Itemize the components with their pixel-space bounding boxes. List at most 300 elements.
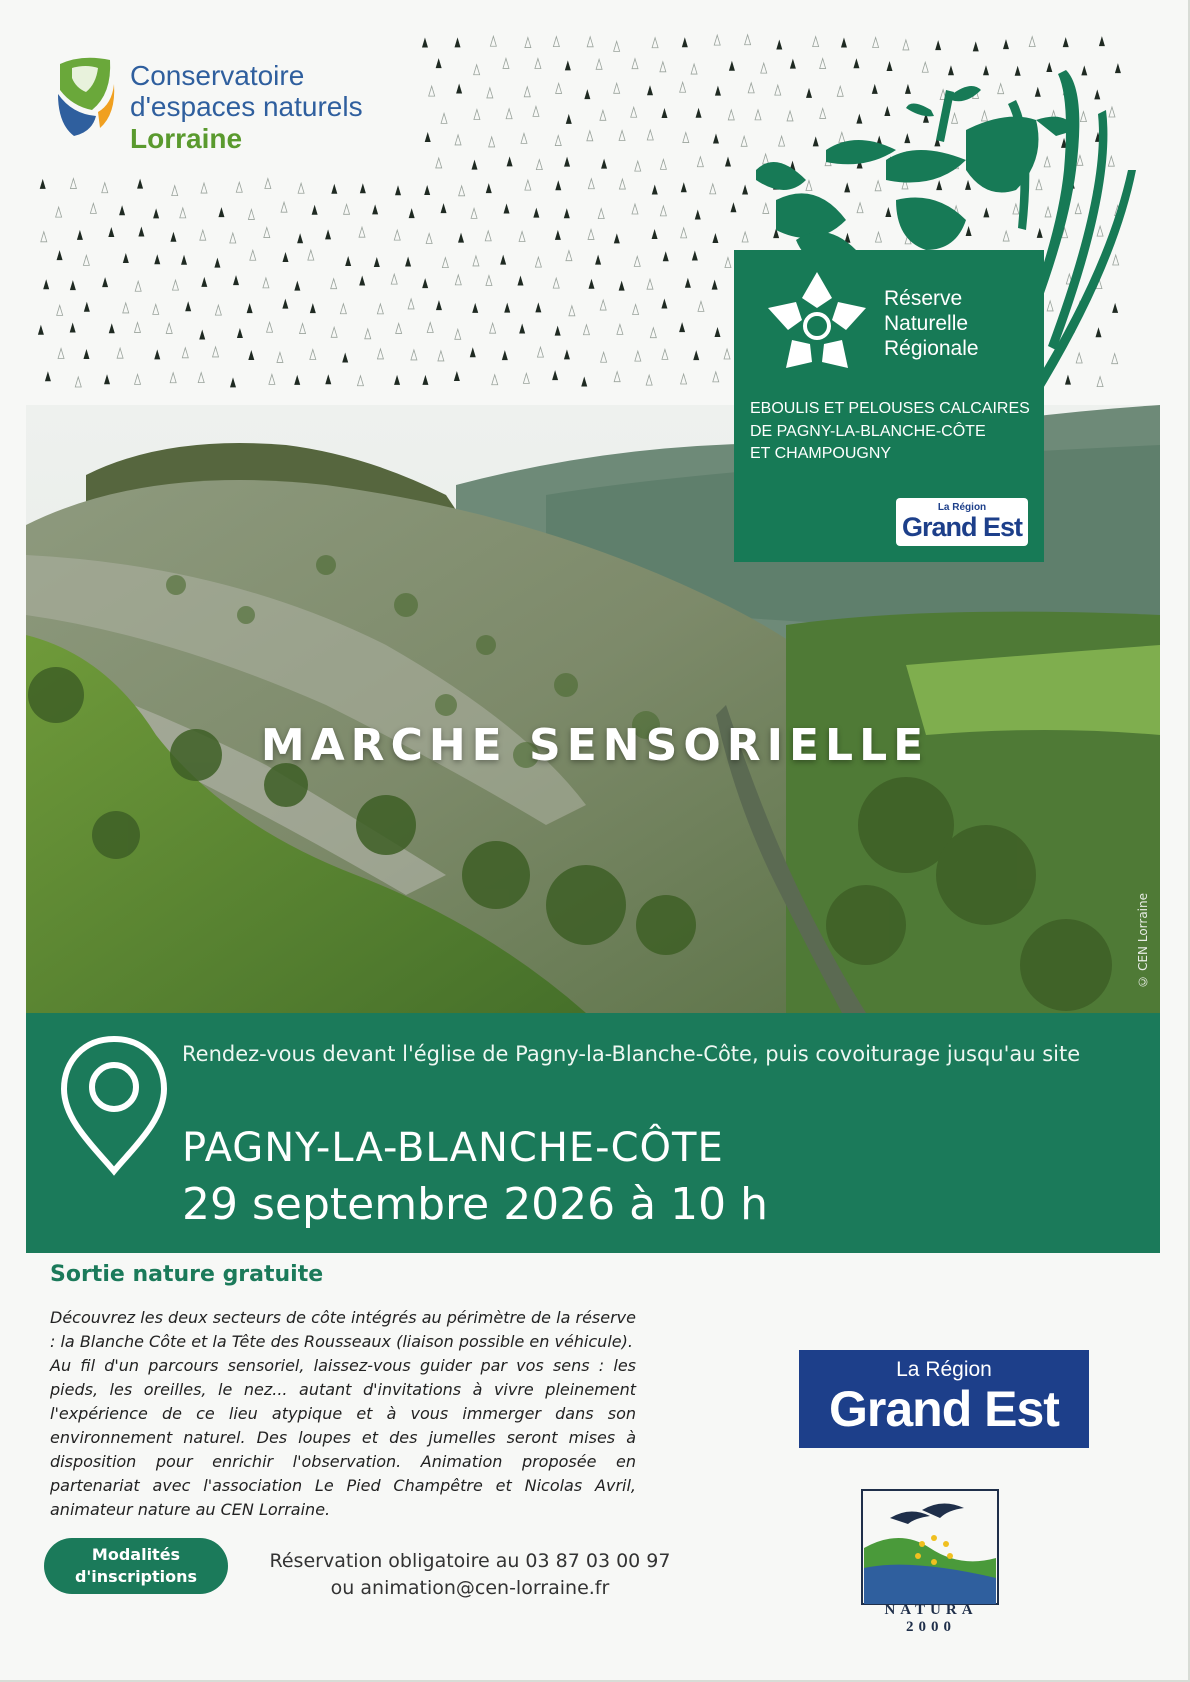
grand-est-badge — [896, 498, 1028, 546]
decorative-dot — [633, 305, 639, 315]
decorative-dot — [294, 281, 300, 291]
decorative-dot — [533, 208, 539, 218]
reserve-panel — [734, 250, 1044, 562]
decorative-dot — [725, 156, 731, 166]
natura-2000-label: NATURA 2000 — [884, 1602, 978, 1635]
decorative-dot — [472, 160, 478, 170]
decorative-dot — [201, 183, 207, 193]
decorative-dot — [198, 373, 204, 383]
decorative-dot — [153, 304, 159, 314]
decorative-dot — [492, 375, 498, 385]
decorative-dot — [583, 325, 589, 335]
decorative-dot — [391, 274, 397, 284]
decorative-dot — [395, 185, 401, 195]
decorative-dot — [360, 183, 366, 193]
grand-est-logo-small: La Région — [896, 1358, 992, 1381]
decorative-dot — [422, 278, 428, 288]
decorative-dot — [427, 322, 433, 332]
decorative-dot — [566, 251, 572, 261]
decorative-dot — [535, 257, 541, 267]
decorative-dot — [248, 209, 254, 219]
decorative-dot — [647, 130, 653, 140]
decorative-dot — [344, 204, 350, 214]
decorative-dot — [647, 85, 653, 95]
decorative-dot — [553, 278, 559, 288]
decorative-dot — [425, 132, 431, 142]
decorative-dot — [584, 89, 590, 99]
decorative-dot — [681, 374, 687, 384]
decorative-dot — [408, 299, 414, 309]
decorative-dot — [424, 185, 430, 195]
decorative-dot — [600, 300, 606, 310]
decorative-dot — [776, 39, 782, 49]
decorative-dot — [454, 371, 460, 381]
decorative-dot — [650, 328, 656, 338]
decorative-dot — [601, 159, 607, 169]
decorative-dot — [1063, 37, 1069, 47]
decorative-dot — [660, 62, 666, 72]
decorative-dot — [83, 349, 89, 359]
decorative-dot — [487, 88, 493, 98]
decorative-dot — [661, 299, 667, 309]
decorative-dot — [660, 206, 666, 216]
grand-est-logo — [799, 1350, 1089, 1448]
decorative-dot — [170, 232, 176, 242]
decorative-dot — [600, 110, 606, 120]
decorative-dot — [564, 208, 570, 218]
decorative-dot — [472, 303, 478, 313]
decorative-dot — [214, 258, 220, 268]
decorative-dot — [553, 37, 559, 47]
grand-est-badge-big: Grand Est — [901, 512, 1023, 542]
decorative-dot — [569, 306, 575, 316]
decorative-dot — [200, 230, 206, 240]
decorative-dot — [394, 375, 400, 385]
decorative-dot — [135, 374, 141, 384]
decorative-dot — [308, 250, 314, 260]
decorative-dot — [374, 257, 380, 267]
decorative-dot — [598, 209, 604, 219]
decorative-dot — [438, 351, 444, 361]
decorative-dot — [471, 208, 477, 218]
decorative-dot — [342, 353, 348, 363]
decorative-dot — [172, 280, 178, 290]
decorative-dot — [725, 258, 731, 268]
decorative-dot — [77, 230, 83, 240]
decorative-dot — [1029, 37, 1035, 47]
decorative-dot — [43, 279, 49, 289]
decorative-dot — [588, 229, 594, 239]
decorative-dot — [486, 183, 492, 193]
decorative-dot — [596, 59, 602, 69]
decorative-dot — [587, 37, 593, 47]
decorative-dot — [691, 64, 697, 74]
decorative-dot — [458, 233, 464, 243]
decorative-dot — [429, 86, 435, 96]
decorative-dot — [1003, 39, 1009, 49]
decorative-dot — [473, 256, 479, 266]
reserve-site-name — [750, 398, 1040, 466]
decorative-dot — [154, 349, 160, 359]
decorative-dot — [614, 41, 620, 51]
decorative-dot — [588, 279, 594, 289]
reserve-name — [884, 286, 979, 362]
event-title: MARCHE SENSORIELLE — [260, 720, 930, 771]
decorative-dot — [172, 186, 178, 196]
decorative-dot — [632, 204, 638, 214]
decorative-dot — [552, 370, 558, 380]
decorative-dot — [277, 352, 283, 362]
decorative-dot — [1099, 36, 1105, 46]
decorative-dot — [535, 59, 541, 69]
registration-button-line1: Modalités — [91, 1544, 181, 1564]
decorative-dot — [873, 38, 879, 48]
reserve-site-line3: ET CHAMPOUGNY — [750, 445, 892, 463]
decorative-dot — [57, 250, 63, 260]
reservation-phone[interactable]: Réservation obligatoire au 03 87 03 00 97 — [269, 1550, 671, 1572]
decorative-dot — [119, 205, 125, 215]
decorative-dot — [490, 323, 496, 333]
logo-line1: Conservatoire — [130, 60, 305, 91]
decorative-dot — [422, 38, 428, 48]
decorative-dot — [619, 131, 625, 141]
decorative-dot — [269, 374, 275, 384]
decorative-dot — [70, 280, 76, 290]
decorative-dot — [298, 183, 304, 193]
decorative-dot — [635, 161, 641, 171]
decorative-dot — [267, 322, 273, 332]
decorative-dot — [83, 255, 89, 265]
decorative-dot — [555, 326, 561, 336]
reserve-name-line1: Réserve — [884, 287, 963, 310]
decorative-dot — [685, 278, 691, 288]
decorative-dot — [70, 179, 76, 189]
decorative-dot — [57, 305, 63, 315]
decorative-dot — [372, 204, 378, 214]
decorative-dot — [503, 58, 509, 68]
decorative-dot — [263, 278, 269, 288]
logo-line3: Lorraine — [130, 122, 243, 154]
decorative-dot — [109, 323, 115, 333]
decorative-dot — [564, 157, 570, 167]
decorative-dot — [58, 348, 64, 358]
decorative-dot — [502, 350, 508, 360]
decorative-dot — [536, 160, 542, 170]
decorative-dot — [294, 375, 300, 385]
decorative-dot — [405, 256, 411, 266]
decorative-dot — [696, 108, 702, 118]
grand-est-logo-big: Grand Est — [829, 1381, 1059, 1437]
decorative-dot — [564, 349, 570, 359]
decorative-dot — [281, 202, 287, 212]
decorative-dot — [38, 325, 44, 335]
decorative-dot — [340, 304, 346, 314]
decorative-dot — [841, 38, 847, 48]
decorative-dot — [436, 158, 442, 168]
reservation-email[interactable]: ou animation@cen-lorraine.fr — [330, 1576, 610, 1599]
decorative-dot — [104, 374, 110, 384]
decorative-dot — [230, 377, 236, 387]
cen-lorraine-logo — [52, 52, 412, 172]
decorative-dot — [90, 203, 96, 213]
decorative-dot — [490, 36, 496, 46]
decorative-dot — [715, 86, 721, 96]
decorative-dot — [565, 60, 571, 70]
decorative-dot — [601, 352, 607, 362]
decorative-dot — [181, 255, 187, 265]
decorative-dot — [692, 251, 698, 261]
decorative-dot — [474, 110, 480, 120]
reserve-name-line2: Naturelle — [884, 312, 969, 336]
decorative-dot — [635, 351, 641, 361]
decorative-dot — [693, 350, 699, 360]
decorative-dot — [813, 37, 819, 47]
decorative-dot — [646, 375, 652, 385]
decorative-dot — [728, 110, 734, 120]
reservation-contact — [250, 1548, 690, 1601]
decorative-dot — [230, 233, 236, 243]
logo-line2: d'espaces naturels — [130, 91, 363, 123]
decorative-dot — [485, 231, 491, 241]
decorative-dot — [331, 327, 337, 337]
decorative-dot — [587, 131, 593, 141]
decorative-dot — [652, 184, 658, 194]
decorative-dot — [102, 183, 108, 193]
decorative-dot — [312, 205, 318, 215]
decorative-dot — [903, 40, 909, 50]
decorative-dot — [282, 299, 288, 309]
decorative-dot — [663, 251, 669, 261]
decorative-dot — [683, 133, 689, 143]
description-paragraph2: Au fil d'un parcours sensoriel, laissez-vous guider par vos sens : les pieds, les oreilles, le nez... autant d'invitations à vivre pleinement l'expérience de ce lieu atypique et à vous immerger dans son environnement naturel. Des loupes et des jumelles seront mises à disposition pour enrichir l'observation. Animation proposée en partenariat avec l'association Le Pied Champêtre et Nicolas Avril, animateur nature au CEN Lorraine. — [50, 1356, 636, 1519]
decorative-dot — [504, 303, 510, 313]
decorative-dot — [134, 322, 140, 332]
reserve-site-line2: DE PAGNY-LA-BLANCHE-CÔTE — [750, 422, 986, 440]
decorative-dot — [745, 35, 751, 45]
decorative-dot — [247, 303, 253, 313]
decorative-dot — [201, 277, 207, 287]
decorative-dot — [170, 373, 176, 383]
decorative-dot — [695, 210, 701, 220]
decorative-dot — [310, 350, 316, 360]
decorative-dot — [555, 180, 561, 190]
decorative-dot — [365, 329, 371, 339]
decorative-dot — [325, 229, 331, 239]
decorative-dot — [123, 303, 129, 313]
decorative-dot — [394, 230, 400, 240]
decorative-dot — [504, 203, 510, 213]
decorative-dot — [619, 281, 625, 291]
decorative-dot — [102, 277, 108, 287]
decorative-dot — [75, 377, 81, 387]
decorative-dot — [422, 375, 428, 385]
decorative-dot — [729, 61, 735, 71]
decorative-dot — [70, 322, 76, 332]
decorative-dot — [282, 252, 288, 262]
decorative-dot — [248, 350, 254, 360]
decorative-dot — [619, 179, 625, 189]
decorative-dot — [218, 207, 224, 217]
decorative-dot — [533, 106, 539, 116]
decorative-dot — [617, 324, 623, 334]
decorative-dot — [581, 376, 587, 386]
decorative-dot — [442, 258, 448, 268]
decorative-dot — [535, 302, 541, 312]
decorative-dot — [377, 304, 383, 314]
decorative-dot — [409, 208, 415, 218]
decorative-dot — [506, 109, 512, 119]
decorative-dot — [474, 65, 480, 75]
decorative-dot — [455, 135, 461, 145]
event-description — [50, 1306, 636, 1522]
decorative-dot — [325, 374, 331, 384]
decorative-dot — [45, 371, 51, 381]
decorative-dot — [652, 38, 658, 48]
decorative-dot — [455, 329, 461, 339]
decorative-dot — [84, 302, 90, 312]
decorative-dot — [436, 58, 442, 68]
decorative-dot — [614, 372, 620, 382]
decorative-dot — [117, 348, 123, 358]
decorative-dot — [137, 179, 143, 189]
decorative-dot — [698, 301, 704, 311]
decorative-dot — [411, 350, 417, 360]
decorative-dot — [662, 349, 668, 359]
decorative-dot — [710, 184, 716, 194]
decorative-dot — [455, 37, 461, 47]
decorative-dot — [236, 182, 242, 192]
cen-lorraine-logo-icon — [52, 54, 116, 138]
decorative-dot — [455, 275, 461, 285]
decorative-dot — [500, 255, 506, 265]
decorative-dot — [300, 324, 306, 334]
decorative-dot — [556, 83, 562, 93]
decorative-dot — [357, 376, 363, 386]
decorative-dot — [555, 136, 561, 146]
decorative-dot — [555, 230, 561, 240]
reserve-site-line1: EBOULIS ET PELOUSES CALCAIRES — [750, 400, 1030, 417]
decorative-dot — [647, 279, 653, 289]
decorative-dot — [517, 275, 523, 285]
decorative-dot — [507, 156, 513, 166]
reserve-name-line3: Régionale — [884, 337, 979, 361]
grand-est-badge-small: La Région — [937, 502, 987, 513]
decorative-dot — [523, 373, 529, 383]
decorative-dot — [935, 40, 941, 50]
description-paragraph1: Découvrez les deux secteurs de côte intégrés au périmètre de la réserve : la Blanche Côte et la Tête des Rousseaux (liaison possible en véhicule). — [50, 1308, 636, 1351]
decorative-dot — [486, 276, 492, 286]
decorative-dot — [41, 232, 47, 242]
decorative-dot — [359, 227, 365, 237]
decorative-dot — [724, 349, 730, 359]
decorative-dot — [264, 228, 270, 238]
decorative-dot — [631, 107, 637, 117]
decorative-dot — [396, 323, 402, 333]
decorative-dot — [40, 179, 46, 189]
decorative-dot — [614, 83, 620, 93]
decorative-dot — [310, 303, 316, 313]
decorative-dot — [108, 227, 114, 237]
decorative-dot — [456, 83, 462, 93]
decorative-dot — [345, 256, 351, 266]
decorative-dot — [566, 114, 572, 124]
decorative-dot — [377, 349, 383, 359]
reserve-star-icon — [762, 268, 872, 378]
decorative-dot — [180, 208, 186, 218]
decorative-dot — [632, 59, 638, 69]
decorative-dot — [441, 113, 447, 123]
decorative-dot — [681, 228, 687, 238]
decorative-dot — [441, 203, 447, 213]
decorative-dot — [681, 182, 687, 192]
decorative-dot — [233, 275, 239, 285]
decorative-dot — [634, 256, 640, 266]
registration-button-line2: d'inscriptions — [74, 1567, 198, 1586]
decorative-dot — [138, 226, 144, 236]
logo-text — [130, 60, 363, 154]
decorative-dot — [185, 301, 191, 311]
location-pin-icon — [54, 1031, 174, 1181]
decorative-dot — [459, 186, 465, 196]
decorative-dot — [712, 233, 718, 243]
event-place: PAGNY-LA-BLANCHE-CÔTE — [182, 1125, 724, 1171]
decorative-dot — [595, 255, 601, 265]
decorative-dot — [250, 250, 256, 260]
decorative-dot — [525, 38, 531, 48]
section-subtitle: Sortie nature gratuite — [50, 1262, 324, 1287]
decorative-dot — [713, 134, 719, 144]
decorative-dot — [237, 328, 243, 338]
meeting-point: Rendez-vous devant l'église de Pagny-la-Blanche-Côte, puis covoiturage jusqu'au site — [182, 1042, 1081, 1066]
decorative-dot — [166, 323, 172, 333]
event-info-band — [26, 1013, 1160, 1253]
decorative-dot — [265, 179, 271, 189]
decorative-dot — [680, 82, 686, 92]
decorative-dot — [359, 275, 365, 285]
decorative-dot — [714, 35, 720, 45]
decorative-dot — [682, 37, 688, 47]
decorative-dot — [426, 234, 432, 244]
decorative-dot — [154, 254, 160, 264]
decorative-dot — [489, 137, 495, 147]
decorative-dot — [436, 300, 442, 310]
decorative-dot — [661, 108, 667, 118]
decorative-dot — [331, 184, 337, 194]
decorative-dot — [588, 179, 594, 189]
decorative-dot — [660, 159, 666, 169]
decorative-dot — [712, 280, 718, 290]
decorative-dot — [56, 207, 62, 217]
decorative-dot — [697, 157, 703, 167]
decorative-dot — [521, 133, 527, 143]
decorative-dot — [213, 347, 219, 357]
natura-2000-logo — [860, 1488, 1000, 1608]
event-date: 29 septembre 2026 à 10 h — [182, 1179, 768, 1230]
registration-info-button[interactable] — [44, 1538, 228, 1594]
decorative-dot — [519, 324, 525, 334]
decorative-dot — [182, 348, 188, 358]
decorative-dot — [331, 279, 337, 289]
decorative-dot — [135, 281, 141, 291]
decorative-dot — [679, 322, 685, 332]
decorative-dot — [537, 347, 543, 357]
decorative-dot — [199, 329, 205, 339]
decorative-dot — [524, 87, 530, 97]
decorative-dot — [470, 347, 476, 357]
decorative-dot — [525, 180, 531, 190]
decorative-dot — [123, 253, 129, 263]
decorative-dot — [153, 208, 159, 218]
